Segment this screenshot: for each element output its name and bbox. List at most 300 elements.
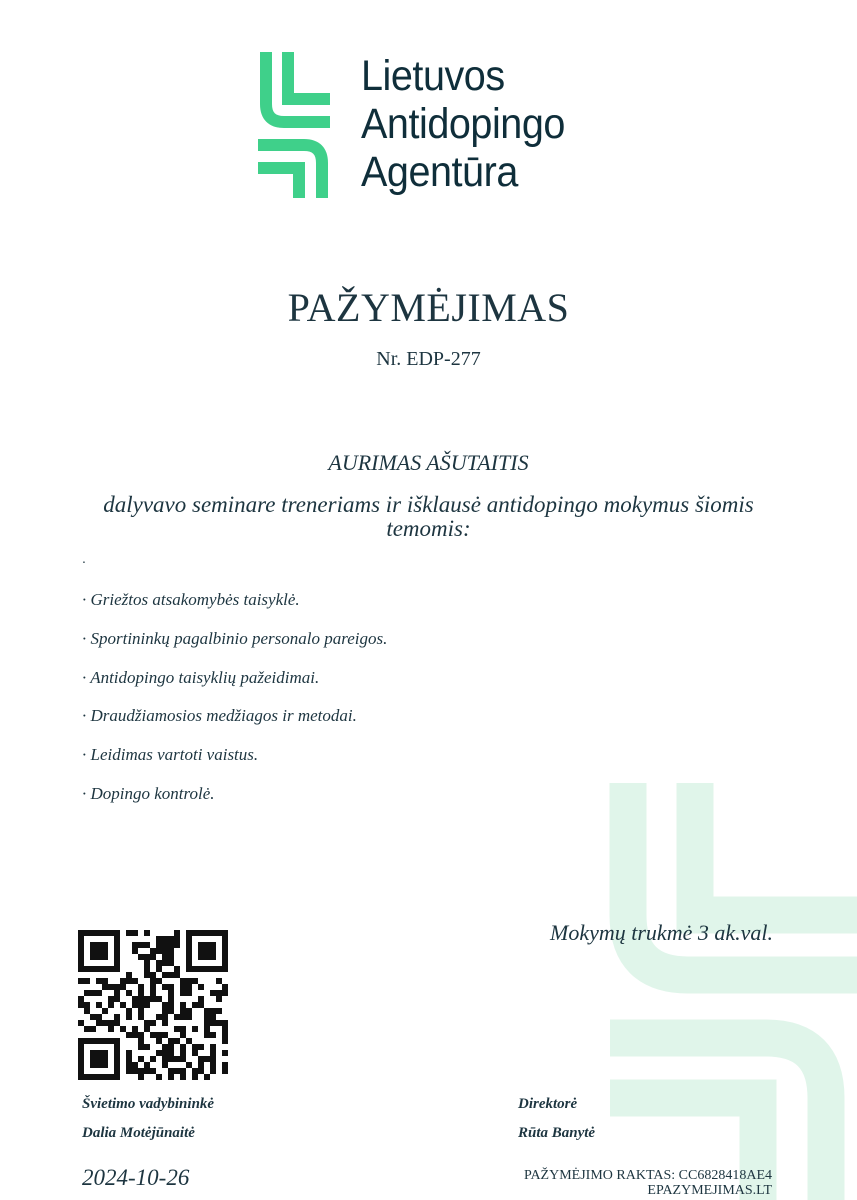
qr-module [186, 954, 192, 960]
qr-module [156, 960, 162, 966]
qr-module [168, 1050, 174, 1056]
qr-module [210, 1008, 216, 1014]
qr-module [138, 1014, 144, 1020]
qr-module [186, 960, 192, 966]
qr-module [198, 966, 204, 972]
issue-date: 2024-10-26 [82, 1165, 190, 1190]
qr-module [114, 1044, 120, 1050]
qr-module [144, 942, 150, 948]
training-duration: Mokymų trukmė 3 ak.val. [550, 920, 773, 945]
qr-module [78, 1056, 84, 1062]
qr-module [180, 984, 186, 990]
qr-module [114, 1062, 120, 1068]
qr-code [78, 930, 228, 1080]
qr-module [204, 1020, 210, 1026]
qr-module [216, 990, 222, 996]
qr-module [90, 990, 96, 996]
qr-module [210, 1014, 216, 1020]
certificate-description: dalyvavo seminare treneriams ir išklausė antidopingo mokymus šiomis temomis: [103, 492, 754, 541]
qr-module [138, 1074, 144, 1080]
qr-module [96, 978, 102, 984]
qr-module [108, 1002, 114, 1008]
qr-module [96, 942, 102, 948]
qr-module [84, 1008, 90, 1014]
qr-module [222, 1050, 228, 1056]
qr-module [126, 1050, 132, 1056]
qr-module [102, 930, 108, 936]
qr-module [180, 1074, 186, 1080]
qr-module [198, 954, 204, 960]
qr-module [204, 948, 210, 954]
qr-module [204, 930, 210, 936]
qr-module [186, 942, 192, 948]
qr-module [210, 1062, 216, 1068]
qr-module [78, 942, 84, 948]
recipient-name: AURIMAS AŠUTAITIS [328, 450, 529, 475]
qr-module [198, 996, 204, 1002]
qr-module [222, 1020, 228, 1026]
logo-line: Lietuvos [361, 52, 505, 100]
qr-module [156, 1074, 162, 1080]
qr-module [144, 1068, 150, 1074]
qr-module [138, 984, 144, 990]
qr-module [222, 966, 228, 972]
qr-module [210, 1032, 216, 1038]
qr-module [126, 990, 132, 996]
qr-module [90, 942, 96, 948]
topic-item: · Griežtos atsakomybės taisyklė. [82, 590, 300, 609]
qr-module [78, 1050, 84, 1056]
qr-module [90, 948, 96, 954]
qr-module [174, 1014, 180, 1020]
qr-module [204, 966, 210, 972]
qr-module [84, 1038, 90, 1044]
qr-module [150, 996, 156, 1002]
qr-module [126, 1056, 132, 1062]
qr-module [210, 990, 216, 996]
qr-module [192, 966, 198, 972]
qr-module [180, 1050, 186, 1056]
qr-module [108, 1020, 114, 1026]
qr-module [138, 1044, 144, 1050]
qr-module [168, 1038, 174, 1044]
qr-module [162, 942, 168, 948]
qr-module [126, 972, 132, 978]
topics-list [82, 590, 387, 823]
qr-module [204, 1026, 210, 1032]
qr-module [78, 1068, 84, 1074]
qr-module [102, 954, 108, 960]
qr-module [90, 1056, 96, 1062]
topic-item: · Dopingo kontrolė. [82, 783, 215, 803]
qr-module [90, 966, 96, 972]
qr-module [132, 1062, 138, 1068]
qr-module [192, 1002, 198, 1008]
qr-module [102, 1008, 108, 1014]
qr-module [210, 1020, 216, 1026]
qr-module [90, 954, 96, 960]
qr-module [210, 948, 216, 954]
qr-module [78, 1062, 84, 1068]
qr-module [114, 954, 120, 960]
qr-module [222, 948, 228, 954]
qr-module [186, 930, 192, 936]
left-signer-role: Švietimo vadybininkė [82, 1096, 215, 1112]
qr-module [186, 1014, 192, 1020]
qr-module [114, 948, 120, 954]
qr-module [102, 948, 108, 954]
qr-module [168, 984, 174, 990]
qr-module [156, 966, 162, 972]
qr-module [156, 978, 162, 984]
qr-module [78, 1002, 84, 1008]
logo-text [361, 52, 565, 196]
qr-module [198, 1056, 204, 1062]
qr-module [96, 1014, 102, 1020]
qr-module [198, 942, 204, 948]
qr-module [192, 1044, 198, 1050]
qr-module [222, 984, 228, 990]
qr-module [198, 948, 204, 954]
qr-module [90, 1014, 96, 1020]
qr-module [162, 1050, 168, 1056]
qr-module [114, 1074, 120, 1080]
qr-module [78, 1020, 84, 1026]
qr-module [198, 930, 204, 936]
qr-module [210, 966, 216, 972]
leading-dot: · [82, 556, 86, 571]
qr-module [144, 1062, 150, 1068]
qr-module [180, 1014, 186, 1020]
qr-module [192, 930, 198, 936]
qr-module [222, 942, 228, 948]
qr-module [102, 1062, 108, 1068]
qr-module [168, 972, 174, 978]
qr-module [162, 948, 168, 954]
qr-module [150, 1032, 156, 1038]
qr-module [156, 948, 162, 954]
qr-module [108, 966, 114, 972]
qr-module [138, 1038, 144, 1044]
qr-module [156, 1014, 162, 1020]
qr-module [84, 966, 90, 972]
qr-module [210, 942, 216, 948]
qr-module [186, 948, 192, 954]
qr-module [132, 942, 138, 948]
qr-module [204, 1014, 210, 1020]
qr-module [150, 1056, 156, 1062]
qr-module [138, 1056, 144, 1062]
qr-module [168, 1002, 174, 1008]
qr-module [84, 1026, 90, 1032]
qr-module [132, 1026, 138, 1032]
qr-module [186, 1062, 192, 1068]
topic-item: · Draudžiamosios medžiagos ir metodai. [82, 706, 357, 726]
qr-module [108, 1074, 114, 1080]
qr-module [78, 954, 84, 960]
qr-module [150, 1068, 156, 1074]
qr-module [102, 1074, 108, 1080]
qr-module [174, 966, 180, 972]
qr-module [186, 966, 192, 972]
qr-module [180, 1026, 186, 1032]
qr-module [114, 1068, 120, 1074]
qr-module [114, 1014, 120, 1020]
qr-module [216, 930, 222, 936]
qr-module [186, 978, 192, 984]
key-text: PAŽYMĖJIMO RAKTAS: CC6828418AE4 [523, 1168, 772, 1183]
qr-module [216, 1020, 222, 1026]
qr-module [102, 966, 108, 972]
qr-module [204, 942, 210, 948]
qr-module [78, 978, 84, 984]
qr-module [132, 996, 138, 1002]
qr-module [168, 942, 174, 948]
qr-module [186, 1008, 192, 1014]
qr-module [180, 990, 186, 996]
site-link[interactable]: EPAZYMEJIMAS.LT [647, 1183, 772, 1198]
qr-module [90, 1062, 96, 1068]
qr-module [96, 990, 102, 996]
qr-module [150, 978, 156, 984]
qr-module [102, 942, 108, 948]
qr-module [138, 942, 144, 948]
qr-module [204, 1032, 210, 1038]
qr-module [162, 984, 168, 990]
qr-module [192, 1026, 198, 1032]
qr-module [162, 960, 168, 966]
qr-module [96, 930, 102, 936]
qr-module [138, 1068, 144, 1074]
qr-module [174, 1026, 180, 1032]
qr-module [198, 1002, 204, 1008]
qr-module [114, 930, 120, 936]
qr-module [204, 954, 210, 960]
qr-module [210, 1044, 216, 1050]
qr-module [204, 1056, 210, 1062]
qr-module [156, 996, 162, 1002]
qr-module [222, 936, 228, 942]
qr-module [180, 1044, 186, 1050]
qr-module [156, 942, 162, 948]
qr-module [174, 1068, 180, 1074]
qr-module [222, 990, 228, 996]
qr-module [186, 990, 192, 996]
qr-module [222, 1062, 228, 1068]
qr-module [120, 1026, 126, 1032]
qr-module [210, 1068, 216, 1074]
qr-module [222, 1026, 228, 1032]
qr-module [78, 960, 84, 966]
qr-module [78, 936, 84, 942]
qr-module [90, 930, 96, 936]
qr-module [156, 1032, 162, 1038]
qr-module [84, 990, 90, 996]
qr-module [174, 936, 180, 942]
qr-module [114, 942, 120, 948]
qr-module [162, 936, 168, 942]
logo-icon [258, 50, 330, 198]
qr-module [138, 990, 144, 996]
qr-module [114, 1038, 120, 1044]
qr-module [138, 1002, 144, 1008]
qr-module [144, 930, 150, 936]
qr-module [216, 1008, 222, 1014]
qr-module [102, 1056, 108, 1062]
qr-module [126, 1008, 132, 1014]
qr-module [222, 1032, 228, 1038]
qr-module [78, 966, 84, 972]
qr-module [78, 1044, 84, 1050]
qr-module [186, 1038, 192, 1044]
qr-module [114, 990, 120, 996]
qr-module [174, 930, 180, 936]
qr-module [180, 1008, 186, 1014]
qr-module [216, 966, 222, 972]
qr-module [150, 972, 156, 978]
qr-module [96, 954, 102, 960]
qr-module [96, 1020, 102, 1026]
qr-module [90, 1026, 96, 1032]
qr-module [192, 1074, 198, 1080]
qr-module [78, 1038, 84, 1044]
qr-module [168, 996, 174, 1002]
qr-module [126, 1014, 132, 1020]
qr-module [162, 1032, 168, 1038]
qr-module [114, 960, 120, 966]
topic-item: · Antidopingo taisyklių pažeidimai. [82, 667, 320, 687]
topic-item: · Leidimas vartoti vaistus. [82, 745, 259, 765]
qr-module [126, 1032, 132, 1038]
qr-module [90, 1074, 96, 1080]
qr-module [138, 996, 144, 1002]
qr-module [186, 936, 192, 942]
qr-module [114, 1020, 120, 1026]
qr-module [78, 948, 84, 954]
qr-module [198, 1068, 204, 1074]
qr-module [204, 1008, 210, 1014]
qr-module [96, 1062, 102, 1068]
qr-module [186, 984, 192, 990]
qr-module [162, 1008, 168, 1014]
qr-module [168, 1008, 174, 1014]
qr-module [162, 1044, 168, 1050]
qr-module [114, 1056, 120, 1062]
qr-module [162, 1056, 168, 1062]
qr-module [192, 1050, 198, 1056]
qr-module [198, 984, 204, 990]
qr-module [210, 1050, 216, 1056]
qr-module [168, 1056, 174, 1062]
qr-module [96, 1050, 102, 1056]
qr-module [84, 930, 90, 936]
qr-module [114, 984, 120, 990]
qr-module [138, 954, 144, 960]
qr-module [144, 1020, 150, 1026]
qr-module [192, 1068, 198, 1074]
right-signer-name: Rūta Banytė [518, 1125, 596, 1141]
qr-module [180, 1056, 186, 1062]
qr-module [144, 960, 150, 966]
qr-module [132, 930, 138, 936]
qr-module [132, 948, 138, 954]
qr-module [150, 948, 156, 954]
qr-module [192, 978, 198, 984]
qr-module [144, 1002, 150, 1008]
qr-module [156, 936, 162, 942]
qr-module [174, 972, 180, 978]
qr-module [150, 954, 156, 960]
qr-module [144, 1044, 150, 1050]
qr-module [216, 996, 222, 1002]
certificate-title: PAŽYMĖJIMAS [287, 285, 570, 330]
qr-module [168, 1074, 174, 1080]
qr-module [198, 1044, 204, 1050]
qr-module [138, 1008, 144, 1014]
topic-item: · Sportininkų pagalbinio personalo pareigos. [82, 628, 388, 648]
qr-module [180, 1068, 186, 1074]
qr-module [150, 1020, 156, 1026]
qr-module [90, 1050, 96, 1056]
qr-module [144, 1026, 150, 1032]
qr-module [108, 1038, 114, 1044]
qr-module [102, 1020, 108, 1026]
qr-module [84, 1074, 90, 1080]
qr-module [96, 966, 102, 972]
qr-module [108, 930, 114, 936]
qr-module [162, 954, 168, 960]
qr-module [168, 990, 174, 996]
logo-line: Agentūra [361, 148, 518, 196]
qr-module [210, 954, 216, 960]
qr-module [126, 1062, 132, 1068]
qr-module [162, 1014, 168, 1020]
qr-module [174, 942, 180, 948]
qr-module [162, 972, 168, 978]
qr-module [156, 1050, 162, 1056]
qr-module [174, 1056, 180, 1062]
qr-module [168, 954, 174, 960]
right-signer-role: Direktorė [518, 1096, 578, 1112]
qr-module [180, 1032, 186, 1038]
qr-module [216, 978, 222, 984]
qr-module [168, 1068, 174, 1074]
qr-module [198, 1062, 204, 1068]
qr-module [132, 978, 138, 984]
qr-module [222, 960, 228, 966]
qr-module [120, 978, 126, 984]
qr-module [120, 1002, 126, 1008]
qr-module [84, 1002, 90, 1008]
qr-module [96, 1056, 102, 1062]
qr-module [204, 1074, 210, 1080]
qr-module [168, 936, 174, 942]
qr-module [162, 1062, 168, 1068]
qr-module [96, 1038, 102, 1044]
qr-module [126, 1068, 132, 1074]
qr-module [126, 930, 132, 936]
qr-module [222, 1038, 228, 1044]
qr-module [168, 960, 174, 966]
certificate-number: Nr. EDP-277 [376, 348, 481, 370]
certificate-key [524, 1168, 772, 1198]
qr-module [108, 1026, 114, 1032]
qr-module [102, 1038, 108, 1044]
qr-module [114, 936, 120, 942]
qr-module [132, 1002, 138, 1008]
qr-module [78, 930, 84, 936]
qr-module [78, 996, 84, 1002]
